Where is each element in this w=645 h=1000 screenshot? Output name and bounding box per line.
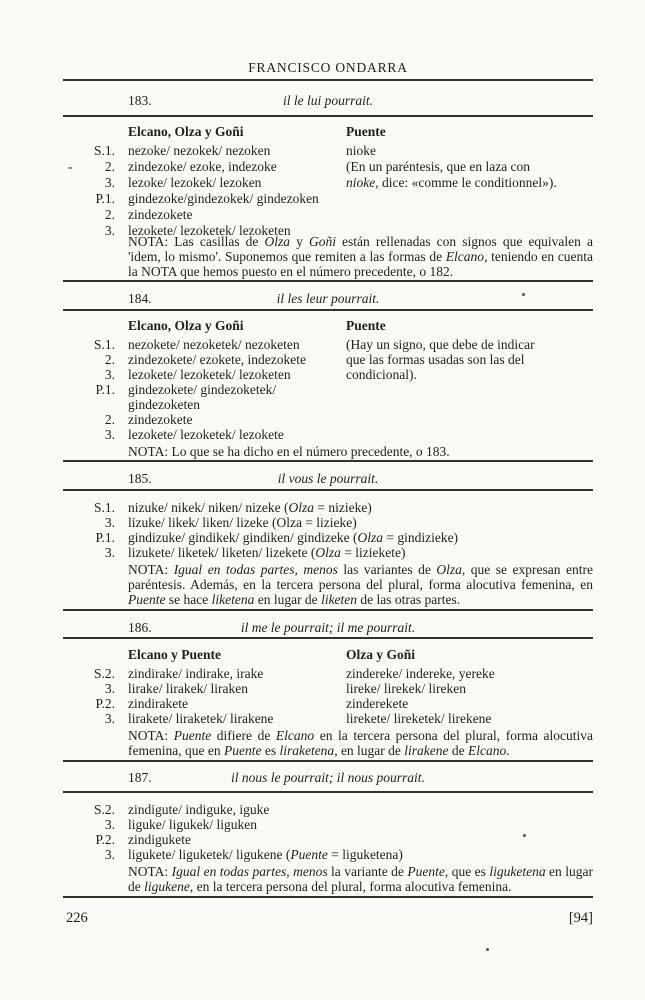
section-phrase: il les leur pourrait.: [276, 291, 380, 306]
person-label: P.1.: [95, 530, 115, 545]
verb-forms-cell: lirake/ lirakek/ liraken: [128, 681, 248, 696]
footer-folio-number: [94]: [568, 910, 593, 926]
person-label: 3.: [104, 545, 115, 560]
column-header-right: Puente: [346, 318, 386, 333]
section-number: 187.: [128, 770, 152, 785]
table-row: [63, 207, 593, 223]
column-headers: [63, 647, 593, 663]
table-row: [63, 143, 593, 159]
person-label: 3.: [104, 223, 115, 238]
verb-forms-cell: lizuke/ likek/ liken/ lizeke (Olza = lizieke): [128, 515, 357, 530]
verb-forms-cell: zindirake/ indirake, irake: [128, 666, 264, 681]
table-row: [63, 500, 593, 515]
verb-forms-cell: lezokete/ lezoketek/ lezoketen: [128, 223, 291, 238]
paradigm-list-185: [63, 500, 593, 560]
nota-paragraph: NOTA: Las casillas de Olza y Goñi están rellenadas con signos que equivalen a 'idem, lo mismo'. Suponemos que remiten a las formas de Elcano, teniendo en cuenta la NOTA que hemos puesto en el número precedente, o 182.: [128, 234, 594, 279]
horizontal-rule: [63, 115, 593, 117]
verb-forms-cell: lirakete/ liraketek/ lirakene: [128, 711, 274, 726]
puente-cell: condicional).: [346, 367, 417, 382]
person-label: S.2.: [93, 666, 115, 681]
column-header-right: Puente: [346, 124, 386, 139]
section-number: 184.: [128, 291, 152, 306]
verb-forms-cell: zindezokete/ ezokete, indezokete: [128, 352, 307, 367]
table-row: [63, 681, 593, 696]
table-row: [63, 530, 593, 545]
column-header-left: Elcano, Olza y Goñi: [128, 124, 244, 139]
horizontal-rule: [63, 280, 593, 282]
scan-speck: [522, 293, 525, 296]
margin-dash-mark: -: [68, 159, 73, 174]
person-label: S.1.: [93, 143, 115, 158]
puente-cell: (En un paréntesis, que en laza con: [346, 159, 531, 174]
section-number: 183.: [128, 93, 152, 108]
horizontal-rule: [63, 489, 593, 491]
horizontal-rule: [63, 760, 593, 762]
column-headers: [63, 124, 593, 140]
section-phrase: il vous le pourrait.: [277, 471, 379, 486]
table-row: [63, 515, 593, 530]
person-label: P.2.: [95, 832, 115, 847]
verb-forms-cell: nizuke/ nikek/ niken/ nizeke (Olza = nizieke): [128, 500, 372, 515]
verb-forms-cell: nezokete/ nezoketek/ nezoketen: [128, 337, 300, 352]
table-row: [63, 412, 593, 427]
table-row: [63, 802, 593, 817]
table-row: [63, 847, 593, 862]
puente-cell: nioke, dice: «comme le conditionnel»).: [346, 175, 557, 190]
section-phrase: il nous le pourrait; il nous pourrait.: [231, 770, 425, 785]
verb-forms-cell: lezokete/ lezoketek/ lezokete: [128, 427, 284, 442]
table-row: [63, 427, 593, 442]
verb-forms-cell: zindezokete: [128, 412, 193, 427]
table-row: [63, 337, 593, 352]
puente-cell: nioke: [346, 143, 376, 158]
nota-paragraph: NOTA: Igual en todas partes, menos la variante de Puente, que es liguketena en lugar de ligukene, en la tercera persona del plural, forma alocutiva femenina.: [128, 864, 593, 894]
verb-forms-cell: zindigute/ indiguke, iguke: [128, 802, 270, 817]
section-heading-185: [63, 471, 593, 487]
section-number: 186.: [128, 620, 152, 635]
section-heading-186: [63, 620, 593, 636]
running-head: FRANCISCO ONDARRA: [248, 60, 408, 75]
person-label: 3.: [104, 175, 115, 190]
table-row: [63, 352, 593, 367]
table-row: [63, 545, 593, 560]
verb-forms-cell: nezoke/ nezokek/ nezoken: [128, 143, 271, 158]
section-heading-184: [63, 291, 593, 307]
horizontal-rule: [63, 460, 593, 462]
person-label: 3.: [104, 847, 115, 862]
horizontal-rule: [63, 637, 593, 639]
verb-forms-cell: liguke/ ligukek/ liguken: [128, 817, 257, 832]
table-row: [63, 666, 593, 681]
nota-paragraph: NOTA: Igual en todas partes, menos las variantes de Olza, que se expresan entre paréntesis. Además, en la tercera persona del plural, forma alocutiva femenina, en Puente se hace liketena en lugar de liketen de las otras partes.: [128, 562, 593, 607]
horizontal-rule: [63, 79, 593, 81]
scan-speck: [523, 834, 526, 837]
puente-cell: que las formas usadas son las del: [346, 352, 525, 367]
verb-forms-cell: zindirakete: [128, 696, 188, 711]
paradigm-table-183: [63, 124, 593, 239]
section-heading-183: [63, 93, 593, 109]
person-label: S.1.: [93, 500, 115, 515]
person-label: 2.: [104, 352, 115, 367]
verb-forms-cell: gindezoke/gindezokek/ gindezoken: [128, 191, 319, 206]
verb-forms-cell: zindigukete: [128, 832, 191, 847]
table-row: [63, 367, 593, 382]
verb-forms-cell: zindezokete: [128, 207, 193, 222]
table-row: [63, 832, 593, 847]
person-label: 3.: [104, 711, 115, 726]
olza-goni-cell: lireke/ lirekek/ lireken: [346, 681, 466, 696]
olza-goni-cell: zinderekete: [346, 696, 409, 711]
person-label: 3.: [104, 427, 115, 442]
puente-cell: (Hay un signo, que debe de indicar: [346, 337, 535, 352]
verb-forms-cell: lezokete/ lezoketek/ lezoketen: [128, 367, 291, 382]
table-row: [63, 191, 593, 207]
person-label: 3.: [104, 817, 115, 832]
nota-paragraph: NOTA: Lo que se ha dicho en el número precedente, o 183.: [128, 444, 450, 459]
horizontal-rule: [63, 791, 593, 793]
scan-speck: [486, 948, 489, 951]
column-headers: [63, 318, 593, 334]
person-label: 3.: [104, 515, 115, 530]
horizontal-rule: [63, 609, 593, 611]
person-label: S.2.: [93, 802, 115, 817]
footer-page-number: 226: [66, 910, 88, 926]
person-label: P.2.: [95, 696, 115, 711]
verb-forms-cell: gindezokete/ gindezoketek/ gindezoketen: [128, 382, 277, 412]
paradigm-table-184: [63, 318, 593, 442]
table-row: [63, 711, 593, 726]
table-row: [63, 817, 593, 832]
table-row: [63, 382, 593, 412]
table-row: [63, 159, 593, 175]
verb-forms-cell: ligukete/ liguketek/ ligukene (Puente = liguketena): [128, 847, 403, 862]
person-label: 3.: [104, 681, 115, 696]
horizontal-rule: [63, 309, 593, 311]
table-row: [63, 696, 593, 711]
column-header-left: Elcano y Puente: [128, 647, 221, 662]
paradigm-table-186: [63, 647, 593, 726]
section-heading-187: [63, 770, 593, 786]
table-row: [63, 175, 593, 191]
section-phrase: il le lui pourrait.: [282, 93, 373, 108]
person-label: 2.: [104, 159, 115, 174]
verb-forms-cell: lezoke/ lezokek/ lezoken: [128, 175, 262, 190]
olza-goni-cell: lirekete/ lireketek/ lirekene: [346, 711, 492, 726]
nota-paragraph: NOTA: Puente difiere de Elcano en la tercera persona del plural, forma alocutiva femenina, que en Puente es liraketena, en lugar de lirakene de Elcano.: [128, 728, 594, 758]
olza-goni-cell: zindereke/ indereke, yereke: [346, 666, 495, 681]
person-label: P.1.: [95, 191, 115, 206]
column-header-left: Elcano, Olza y Goñi: [128, 318, 244, 333]
column-header-right: Olza y Goñi: [346, 647, 416, 662]
horizontal-rule: [63, 896, 593, 898]
person-label: 3.: [104, 367, 115, 382]
person-label: P.1.: [95, 382, 115, 397]
section-phrase: il me le pourrait; il me pourrait.: [240, 620, 416, 635]
paradigm-list-187: [63, 802, 593, 862]
verb-forms-cell: zindezoke/ ezoke, indezoke: [128, 159, 277, 174]
person-label: S.1.: [93, 337, 115, 352]
section-number: 185.: [128, 471, 152, 486]
person-label: 2.: [104, 412, 115, 427]
verb-forms-cell: lizukete/ liketek/ liketen/ lizekete (Olza = liziekete): [128, 545, 406, 560]
verb-forms-cell: gindizuke/ gindikek/ gindiken/ gindizeke (Olza = gindizieke): [128, 530, 459, 545]
person-label: 2.: [104, 207, 115, 222]
